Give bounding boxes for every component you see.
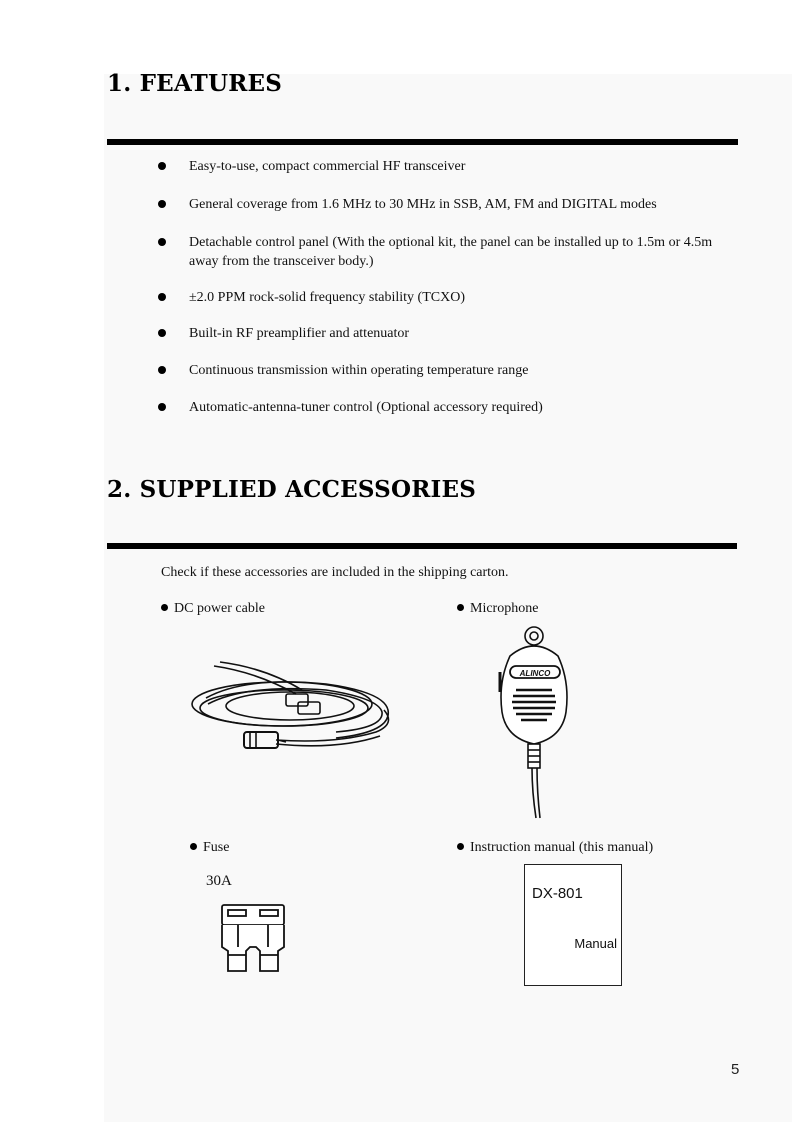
microphone-logo: ALINCO [519, 669, 551, 678]
fuse-label: Fuse [190, 840, 229, 856]
bullet-icon [457, 843, 464, 850]
microphone-label: Microphone [457, 601, 538, 617]
bullet-icon [158, 366, 166, 374]
accessories-intro: Check if these accessories are included in the shipping carton. [161, 565, 509, 580]
bullet-icon [158, 200, 166, 208]
page-number: 5 [731, 1061, 740, 1078]
microphone-icon [496, 622, 576, 820]
bullet-icon [158, 238, 166, 246]
manual-label: Instruction manual (this manual) [457, 840, 653, 856]
bullet-icon [190, 843, 197, 850]
manual-cover [524, 864, 622, 986]
accessories-heading: 2. SUPPLIED ACCESSORIES [107, 476, 477, 503]
features-heading: 1. FEATURES [107, 70, 283, 97]
manual-model: DX-801 [532, 885, 583, 902]
bullet-icon [158, 403, 166, 411]
bullet-icon [457, 604, 464, 611]
bullet-icon [158, 329, 166, 337]
bullet-icon [158, 162, 166, 170]
page-background [104, 74, 792, 1122]
fuse-icon [218, 903, 288, 975]
dc-cable-label: DC power cable [161, 601, 265, 617]
dc-power-cable-icon [186, 658, 400, 770]
accessories-rule [107, 543, 737, 549]
features-rule [107, 139, 738, 145]
bullet-icon [161, 604, 168, 611]
fuse-rating: 30A [206, 873, 232, 889]
manual-title-word: Manual [574, 936, 617, 951]
bullet-icon [158, 293, 166, 301]
